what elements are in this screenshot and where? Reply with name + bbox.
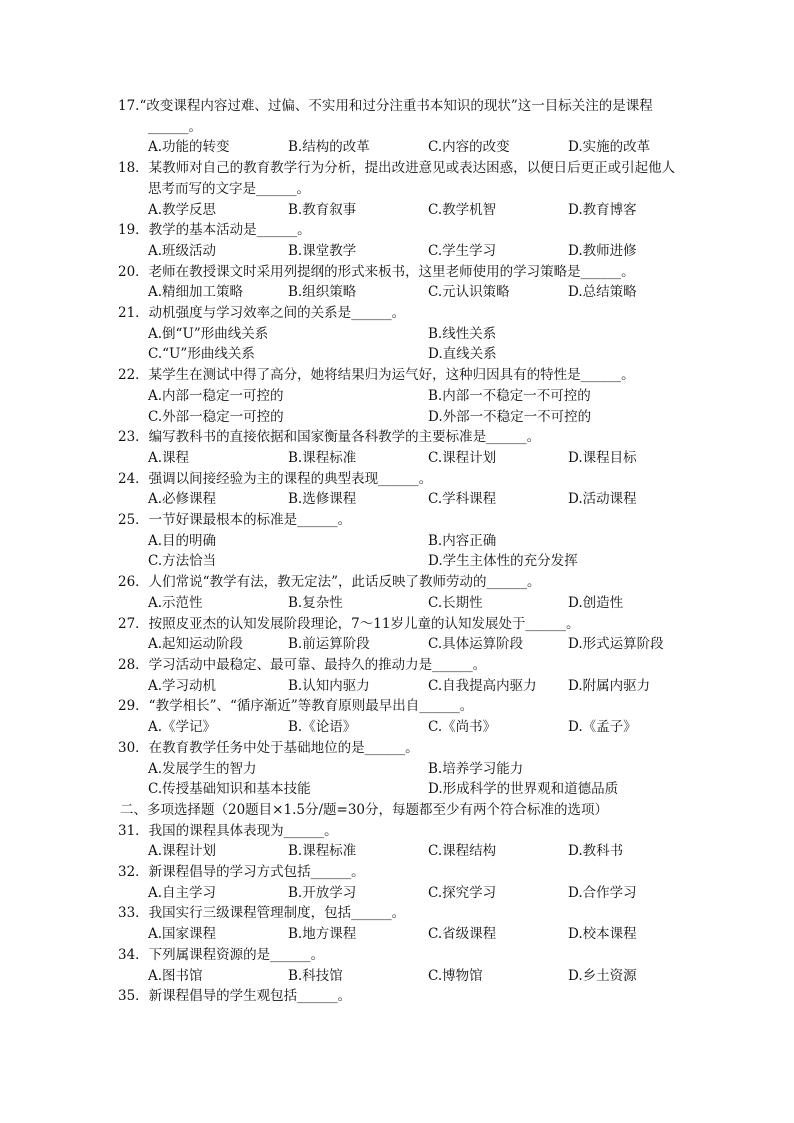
answer-option: D.创造性 (568, 594, 624, 611)
question-block (118, 365, 688, 427)
answer-option: D.校本课程 (568, 926, 637, 943)
option-row (118, 841, 688, 862)
option-row (118, 531, 688, 572)
option-row (118, 883, 688, 904)
option-row (118, 966, 688, 987)
answer-option: C.外部一稳定一可控的 (148, 408, 284, 425)
answer-option: D.实施的改革 (568, 139, 651, 156)
answer-option: B.前运算阶段 (288, 636, 370, 653)
answer-option: C.长期性 (428, 594, 483, 611)
question-block (118, 862, 688, 903)
answer-option: B.教育叙事 (288, 201, 357, 218)
question-block (118, 303, 688, 365)
answer-option: D.教师进修 (568, 242, 637, 259)
answer-option: A.发展学生的智力 (148, 760, 257, 777)
option-row (118, 489, 688, 510)
answer-option: C.元认识策略 (428, 284, 510, 301)
answer-option: A.国家课程 (148, 926, 217, 943)
answer-option: D.课程目标 (568, 449, 637, 466)
answer-option: B.开放学习 (288, 884, 357, 901)
question-stem: 23．编写教科书的直接依据和国家衡量各科教学的主要标准是______。 (118, 429, 541, 446)
answer-option: A.起知运动阶段 (148, 636, 244, 653)
answer-option: C.博物馆 (428, 967, 483, 984)
question-stem: 21．动机强度与学习效率之间的关系是______。 (118, 305, 406, 322)
question-block (118, 427, 688, 468)
answer-option: A.示范性 (148, 594, 203, 611)
option-row (118, 200, 688, 221)
option-row (118, 241, 688, 262)
question-block (118, 655, 688, 696)
answer-option: C.课程计划 (428, 449, 497, 466)
answer-option: C.学科课程 (428, 491, 497, 508)
question-stem: 35．新课程倡导的学生观包括______。 (118, 988, 352, 1005)
question-block (118, 96, 688, 158)
option-row (118, 386, 688, 427)
question-stem: 22．某学生在测试中得了高分，她将结果归为运气好，这种归因具有的特性是______。 (118, 367, 635, 384)
answer-option: A.《学记》 (148, 719, 217, 736)
question-block (118, 986, 688, 1007)
answer-option: C.内容的改变 (428, 139, 510, 156)
answer-option: D.外部一不稳定一不可控的 (428, 408, 592, 425)
answer-option: A.自主学习 (148, 884, 217, 901)
answer-option: D.乡土资源 (568, 967, 637, 984)
question-list-multiple-choice (118, 821, 688, 1007)
question-stem: 32．新课程倡导的学习方式包括______。 (118, 864, 365, 881)
option-row (118, 676, 688, 697)
answer-option: A.教学反思 (148, 201, 217, 218)
answer-option: B.课程标准 (288, 449, 357, 466)
answer-option: D.《孟子》 (568, 719, 637, 736)
answer-option: A.精细加工策略 (148, 284, 244, 301)
answer-option: D.活动课程 (568, 491, 637, 508)
question-block (118, 821, 688, 862)
answer-option: C.探究学习 (428, 884, 497, 901)
answer-option: A.图书馆 (148, 967, 203, 984)
question-stem: 25．一节好课最根本的标准是______。 (118, 512, 352, 529)
answer-option: C.省级课程 (428, 926, 497, 943)
question-block (118, 469, 688, 510)
option-row (118, 324, 688, 365)
answer-option: D.学生主体性的充分发挥 (428, 553, 578, 570)
answer-option: B.课堂教学 (288, 242, 357, 259)
question-stem: 33．我国实行三级课程管理制度，包括______。 (118, 905, 406, 922)
answer-option: D.直线关系 (428, 346, 497, 363)
question-stem: 30．在教育教学任务中处于基础地位的是______。 (118, 739, 419, 756)
question-stem: 18．某教师对自己的教育教学行为分析，提出改进意见或表达困惑，以便日后更正或引起他人思考而写的文字是______。 (118, 160, 676, 197)
answer-option: D.总结策略 (568, 284, 637, 301)
answer-option: D.教科书 (568, 843, 624, 860)
answer-option: B.《论语》 (288, 719, 357, 736)
answer-option: C.具体运算阶段 (428, 636, 524, 653)
option-row (118, 717, 688, 738)
question-stem: 34．下列属课程资源的是______。 (118, 946, 325, 963)
option-row (118, 137, 688, 158)
question-stem: 27．按照皮亚杰的认知发展阶段理论，7～11岁儿童的认知发展处于______。 (118, 615, 580, 632)
answer-option: D.教育博客 (568, 201, 637, 218)
answer-option: D.合作学习 (568, 884, 637, 901)
question-stem: 24．强调以间接经验为主的课程的典型表现______。 (118, 470, 433, 487)
question-stem: 29．“教学相长”、“循序渐近”等教育原则最早出自______。 (118, 698, 474, 715)
question-stem: 26．人们常说“教学有法，教无定法”，此话反映了教师劳动的______。 (118, 574, 541, 591)
answer-option: C.课程结构 (428, 843, 497, 860)
question-stem: 20．老师在教授课文时采用列提纲的形式来板书，这里老师使用的学习策略是______。 (118, 263, 635, 280)
answer-option: A.课程计划 (148, 843, 217, 860)
answer-option: A.功能的转变 (148, 139, 230, 156)
answer-option: B.复杂性 (288, 594, 343, 611)
answer-option: A.目的明确 (148, 532, 217, 549)
answer-option: A.课程 (148, 449, 190, 466)
answer-option: C.传授基础知识和基本技能 (148, 781, 311, 798)
question-block (118, 158, 688, 220)
question-block (118, 220, 688, 261)
option-row (118, 593, 688, 614)
question-block (118, 510, 688, 572)
question-stem: 17.“改变课程内容过难、过偏、不实用和过分注重书本知识的现状”这一目标关注的是课程______。 (118, 98, 653, 135)
answer-option: A.内部一稳定一可控的 (148, 387, 284, 404)
question-stem: 28．学习活动中最稳定、最可靠、最持久的推动力是______。 (118, 656, 487, 673)
question-block (118, 572, 688, 613)
answer-option: C.方法恰当 (148, 553, 217, 570)
question-block (118, 903, 688, 944)
answer-option: B.组织策略 (288, 284, 357, 301)
question-block (118, 738, 688, 800)
answer-option: B.选修课程 (288, 491, 357, 508)
section-title: 二、多项选择题（20题目×1.5分/题=30分，每题都至少有两个符合标准的选项） (120, 801, 608, 818)
answer-option: B.内容正确 (428, 532, 497, 549)
question-block (118, 696, 688, 737)
answer-option: D.附属内驱力 (568, 677, 651, 694)
option-row (118, 634, 688, 655)
question-stem: 19．教学的基本活动是______。 (118, 222, 311, 239)
answer-option: A.倒“U”形曲线关系 (148, 325, 269, 342)
answer-option: C.《尚书》 (428, 719, 497, 736)
question-block (118, 262, 688, 303)
answer-option: A.班级活动 (148, 242, 217, 259)
question-stem: 31．我国的课程具体表现为______。 (118, 822, 338, 839)
answer-option: C.学生学习 (428, 242, 497, 259)
answer-option: B.线性关系 (428, 325, 497, 342)
answer-option: B.科技馆 (288, 967, 343, 984)
question-list-single-choice (118, 96, 688, 800)
answer-option: B.地方课程 (288, 926, 357, 943)
answer-option: A.学习动机 (148, 677, 217, 694)
answer-option: B.课程标准 (288, 843, 357, 860)
question-block (118, 614, 688, 655)
question-block (118, 945, 688, 986)
option-row (118, 924, 688, 945)
exam-content (118, 96, 688, 1007)
answer-option: C.教学机智 (428, 201, 497, 218)
answer-option: C.自我提高内驱力 (428, 677, 537, 694)
option-row (118, 448, 688, 469)
answer-option: C.“U”形曲线关系 (148, 346, 255, 363)
option-row (118, 759, 688, 800)
answer-option: B.认知内驱力 (288, 677, 370, 694)
answer-option: B.内部一不稳定一不可控的 (428, 387, 591, 404)
answer-option: A.必修课程 (148, 491, 217, 508)
option-row (118, 282, 688, 303)
answer-option: B.结构的改革 (288, 139, 370, 156)
answer-option: D.形成科学的世界观和道德品质 (428, 781, 619, 798)
answer-option: D.形式运算阶段 (568, 636, 664, 653)
answer-option: B.培养学习能力 (428, 760, 524, 777)
